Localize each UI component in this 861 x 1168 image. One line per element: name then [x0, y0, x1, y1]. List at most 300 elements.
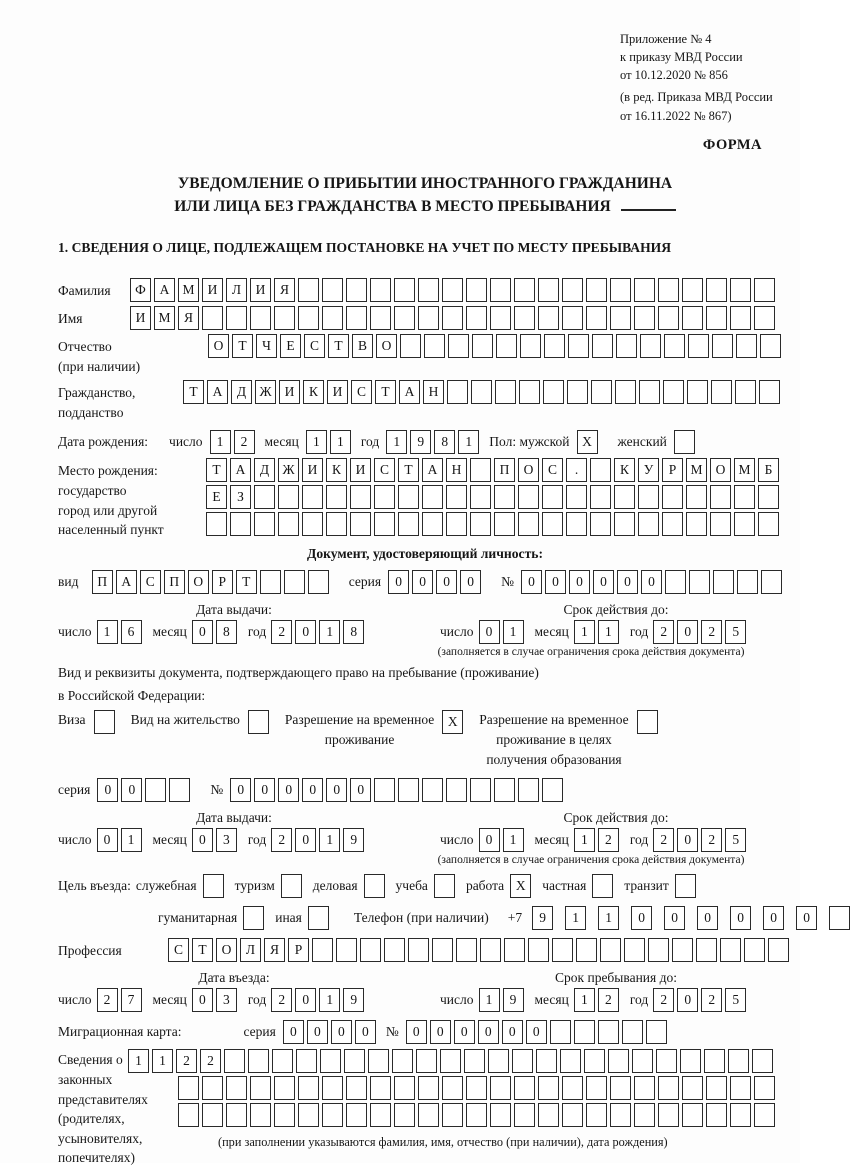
char-cell[interactable]: [447, 380, 468, 404]
char-cell[interactable]: [346, 1076, 367, 1100]
char-cell[interactable]: 5: [725, 988, 746, 1012]
char-cell[interactable]: 0: [697, 906, 718, 930]
char-cell[interactable]: [566, 512, 587, 536]
char-cell[interactable]: С: [140, 570, 161, 594]
char-cell[interactable]: [466, 1076, 487, 1100]
char-cell[interactable]: [512, 1049, 533, 1073]
char-cell[interactable]: [615, 380, 636, 404]
char-cell[interactable]: [586, 1076, 607, 1100]
char-cell[interactable]: Д: [254, 458, 275, 482]
char-cell[interactable]: [730, 278, 751, 302]
char-cell[interactable]: Р: [212, 570, 233, 594]
char-cell[interactable]: [312, 938, 333, 962]
char-cell[interactable]: [250, 1103, 271, 1127]
char-cell[interactable]: А: [422, 458, 443, 482]
char-cell[interactable]: [634, 306, 655, 330]
char-cell[interactable]: 0: [97, 778, 118, 802]
char-cell[interactable]: 9: [343, 828, 364, 852]
char-cell[interactable]: [562, 278, 583, 302]
char-cell[interactable]: [591, 380, 612, 404]
char-cell[interactable]: [230, 512, 251, 536]
char-cell[interactable]: [178, 1076, 199, 1100]
char-cell[interactable]: [322, 306, 343, 330]
char-cell[interactable]: Т: [375, 380, 396, 404]
char-cell[interactable]: [442, 278, 463, 302]
char-cell[interactable]: Д: [231, 380, 252, 404]
char-cell[interactable]: [326, 485, 347, 509]
char-cell[interactable]: 0: [593, 570, 614, 594]
char-cell[interactable]: С: [351, 380, 372, 404]
char-cell[interactable]: 1: [458, 430, 479, 454]
char-cell[interactable]: [634, 1103, 655, 1127]
char-cell[interactable]: [466, 306, 487, 330]
char-cell[interactable]: И: [130, 306, 151, 330]
char-cell[interactable]: [226, 1076, 247, 1100]
char-cell[interactable]: Р: [662, 458, 683, 482]
char-cell[interactable]: С: [374, 458, 395, 482]
char-cell[interactable]: [634, 1076, 655, 1100]
char-cell[interactable]: 1: [503, 828, 524, 852]
char-cell[interactable]: [272, 1049, 293, 1073]
checkbox-private[interactable]: [592, 874, 613, 898]
char-cell[interactable]: [610, 1076, 631, 1100]
char-cell[interactable]: [394, 306, 415, 330]
char-cell[interactable]: [562, 306, 583, 330]
char-cell[interactable]: 0: [121, 778, 142, 802]
char-cell[interactable]: [686, 485, 707, 509]
char-cell[interactable]: [278, 485, 299, 509]
char-cell[interactable]: [735, 380, 756, 404]
char-cell[interactable]: [422, 485, 443, 509]
char-cell[interactable]: [471, 380, 492, 404]
char-cell[interactable]: 1: [319, 988, 340, 1012]
char-cell[interactable]: 2: [598, 988, 619, 1012]
char-cell[interactable]: [656, 1049, 677, 1073]
char-cell[interactable]: [713, 570, 734, 594]
char-cell[interactable]: [350, 512, 371, 536]
char-cell[interactable]: [624, 938, 645, 962]
checkbox-humanitarian[interactable]: [243, 906, 264, 930]
char-cell[interactable]: [442, 306, 463, 330]
char-cell[interactable]: [752, 1049, 773, 1073]
char-cell[interactable]: [567, 380, 588, 404]
char-cell[interactable]: [538, 1076, 559, 1100]
char-cell[interactable]: 9: [503, 988, 524, 1012]
char-cell[interactable]: [754, 1076, 775, 1100]
char-cell[interactable]: [398, 512, 419, 536]
char-cell[interactable]: [274, 1103, 295, 1127]
char-cell[interactable]: X: [577, 430, 598, 454]
char-cell[interactable]: П: [494, 458, 515, 482]
char-cell[interactable]: [392, 1049, 413, 1073]
char-cell[interactable]: [706, 278, 727, 302]
char-cell[interactable]: [829, 906, 850, 930]
char-cell[interactable]: У: [638, 458, 659, 482]
char-cell[interactable]: [760, 334, 781, 358]
char-cell[interactable]: [600, 938, 621, 962]
char-cell[interactable]: [754, 1103, 775, 1127]
char-cell[interactable]: 1: [598, 620, 619, 644]
char-cell[interactable]: [398, 485, 419, 509]
char-cell[interactable]: С: [304, 334, 325, 358]
char-cell[interactable]: [496, 334, 517, 358]
char-cell[interactable]: [418, 1076, 439, 1100]
char-cell[interactable]: [696, 938, 717, 962]
char-cell[interactable]: [424, 334, 445, 358]
char-cell[interactable]: [250, 1076, 271, 1100]
char-cell[interactable]: В: [352, 334, 373, 358]
char-cell[interactable]: [422, 512, 443, 536]
char-cell[interactable]: [682, 1103, 703, 1127]
char-cell[interactable]: Т: [328, 334, 349, 358]
char-cell[interactable]: [759, 380, 780, 404]
char-cell[interactable]: О: [208, 334, 229, 358]
char-cell[interactable]: 0: [192, 828, 213, 852]
char-cell[interactable]: [687, 380, 708, 404]
char-cell[interactable]: [490, 278, 511, 302]
char-cell[interactable]: [518, 485, 539, 509]
char-cell[interactable]: [590, 485, 611, 509]
char-cell[interactable]: [302, 485, 323, 509]
char-cell[interactable]: [562, 1103, 583, 1127]
char-cell[interactable]: 2: [200, 1049, 221, 1073]
char-cell[interactable]: [768, 938, 789, 962]
checkbox-official[interactable]: [203, 874, 224, 898]
char-cell[interactable]: 2: [653, 828, 674, 852]
char-cell[interactable]: [576, 938, 597, 962]
char-cell[interactable]: [586, 278, 607, 302]
char-cell[interactable]: 8: [434, 430, 455, 454]
char-cell[interactable]: 0: [278, 778, 299, 802]
checkbox-temp-residence-education[interactable]: [637, 710, 658, 734]
char-cell[interactable]: [658, 278, 679, 302]
char-cell[interactable]: [608, 1049, 629, 1073]
char-cell[interactable]: [730, 1076, 751, 1100]
char-cell[interactable]: [662, 485, 683, 509]
char-cell[interactable]: 0: [295, 828, 316, 852]
char-cell[interactable]: [688, 334, 709, 358]
char-cell[interactable]: 2: [701, 620, 722, 644]
char-cell[interactable]: [490, 1076, 511, 1100]
char-cell[interactable]: А: [154, 278, 175, 302]
char-cell[interactable]: [418, 278, 439, 302]
char-cell[interactable]: [552, 938, 573, 962]
char-cell[interactable]: Б: [758, 458, 779, 482]
char-cell[interactable]: [374, 778, 395, 802]
char-cell[interactable]: А: [399, 380, 420, 404]
char-cell[interactable]: [536, 1049, 557, 1073]
char-cell[interactable]: Е: [206, 485, 227, 509]
char-cell[interactable]: [495, 380, 516, 404]
char-cell[interactable]: 0: [307, 1020, 328, 1044]
char-cell[interactable]: [394, 1076, 415, 1100]
char-cell[interactable]: [672, 938, 693, 962]
char-cell[interactable]: [274, 1076, 295, 1100]
char-cell[interactable]: 6: [121, 620, 142, 644]
char-cell[interactable]: [520, 334, 541, 358]
char-cell[interactable]: [466, 278, 487, 302]
char-cell[interactable]: 1: [121, 828, 142, 852]
char-cell[interactable]: [665, 570, 686, 594]
char-cell[interactable]: [298, 278, 319, 302]
char-cell[interactable]: [178, 1103, 199, 1127]
char-cell[interactable]: Т: [206, 458, 227, 482]
char-cell[interactable]: 0: [192, 988, 213, 1012]
char-cell[interactable]: М: [154, 306, 175, 330]
char-cell[interactable]: [664, 334, 685, 358]
char-cell[interactable]: [472, 334, 493, 358]
char-cell[interactable]: [226, 1103, 247, 1127]
checkbox-transit[interactable]: [675, 874, 696, 898]
char-cell[interactable]: 2: [271, 828, 292, 852]
char-cell[interactable]: 2: [271, 988, 292, 1012]
char-cell[interactable]: [658, 1103, 679, 1127]
char-cell[interactable]: [662, 512, 683, 536]
char-cell[interactable]: [490, 1103, 511, 1127]
char-cell[interactable]: О: [710, 458, 731, 482]
char-cell[interactable]: 0: [295, 988, 316, 1012]
char-cell[interactable]: [298, 1103, 319, 1127]
char-cell[interactable]: Ж: [255, 380, 276, 404]
char-cell[interactable]: [398, 778, 419, 802]
char-cell[interactable]: 1: [319, 620, 340, 644]
char-cell[interactable]: 1: [598, 906, 619, 930]
char-cell[interactable]: [370, 306, 391, 330]
char-cell[interactable]: 1: [319, 828, 340, 852]
char-cell[interactable]: Т: [236, 570, 257, 594]
char-cell[interactable]: [560, 1049, 581, 1073]
char-cell[interactable]: [614, 512, 635, 536]
char-cell[interactable]: 0: [430, 1020, 451, 1044]
char-cell[interactable]: Я: [178, 306, 199, 330]
char-cell[interactable]: 0: [230, 778, 251, 802]
blank-underline[interactable]: [621, 209, 676, 211]
char-cell[interactable]: [730, 306, 751, 330]
char-cell[interactable]: 2: [701, 828, 722, 852]
char-cell[interactable]: [370, 278, 391, 302]
char-cell[interactable]: [254, 512, 275, 536]
char-cell[interactable]: [514, 278, 535, 302]
char-cell[interactable]: 1: [503, 620, 524, 644]
char-cell[interactable]: С: [542, 458, 563, 482]
char-cell[interactable]: 9: [343, 988, 364, 1012]
char-cell[interactable]: 2: [653, 988, 674, 1012]
char-cell[interactable]: [308, 570, 329, 594]
char-cell[interactable]: [202, 1103, 223, 1127]
char-cell[interactable]: [544, 334, 565, 358]
char-cell[interactable]: 2: [701, 988, 722, 1012]
char-cell[interactable]: [518, 512, 539, 536]
char-cell[interactable]: 0: [406, 1020, 427, 1044]
char-cell[interactable]: И: [202, 278, 223, 302]
char-cell[interactable]: К: [326, 458, 347, 482]
char-cell[interactable]: [590, 512, 611, 536]
char-cell[interactable]: Я: [264, 938, 285, 962]
char-cell[interactable]: 0: [254, 778, 275, 802]
char-cell[interactable]: [490, 306, 511, 330]
char-cell[interactable]: 1: [152, 1049, 173, 1073]
char-cell[interactable]: [384, 938, 405, 962]
char-cell[interactable]: 0: [478, 1020, 499, 1044]
char-cell[interactable]: [761, 570, 782, 594]
char-cell[interactable]: 1: [386, 430, 407, 454]
char-cell[interactable]: [400, 334, 421, 358]
char-cell[interactable]: 1: [565, 906, 586, 930]
char-cell[interactable]: [590, 458, 611, 482]
char-cell[interactable]: 0: [192, 620, 213, 644]
char-cell[interactable]: 1: [210, 430, 231, 454]
checkbox-other[interactable]: [308, 906, 329, 930]
char-cell[interactable]: [466, 1103, 487, 1127]
char-cell[interactable]: И: [279, 380, 300, 404]
char-cell[interactable]: [302, 512, 323, 536]
char-cell[interactable]: 0: [302, 778, 323, 802]
char-cell[interactable]: [446, 485, 467, 509]
char-cell[interactable]: Т: [398, 458, 419, 482]
char-cell[interactable]: [538, 306, 559, 330]
checkbox-temp-residence[interactable]: X: [442, 710, 463, 734]
char-cell[interactable]: М: [734, 458, 755, 482]
checkbox-visa[interactable]: [94, 710, 115, 734]
char-cell[interactable]: [394, 1103, 415, 1127]
char-cell[interactable]: Ч: [256, 334, 277, 358]
char-cell[interactable]: [648, 938, 669, 962]
char-cell[interactable]: 0: [521, 570, 542, 594]
char-cell[interactable]: Н: [446, 458, 467, 482]
char-cell[interactable]: .: [566, 458, 587, 482]
char-cell[interactable]: [408, 938, 429, 962]
char-cell[interactable]: [446, 778, 467, 802]
char-cell[interactable]: [226, 306, 247, 330]
char-cell[interactable]: [169, 778, 190, 802]
char-cell[interactable]: 1: [330, 430, 351, 454]
char-cell[interactable]: 0: [412, 570, 433, 594]
char-cell[interactable]: 0: [388, 570, 409, 594]
char-cell[interactable]: [711, 380, 732, 404]
char-cell[interactable]: О: [518, 458, 539, 482]
char-cell[interactable]: 0: [295, 620, 316, 644]
char-cell[interactable]: 1: [574, 828, 595, 852]
char-cell[interactable]: С: [168, 938, 189, 962]
char-cell[interactable]: [592, 334, 613, 358]
char-cell[interactable]: 8: [343, 620, 364, 644]
char-cell[interactable]: [710, 485, 731, 509]
char-cell[interactable]: [622, 1020, 643, 1044]
char-cell[interactable]: 9: [410, 430, 431, 454]
char-cell[interactable]: 2: [176, 1049, 197, 1073]
char-cell[interactable]: [734, 485, 755, 509]
char-cell[interactable]: 0: [641, 570, 662, 594]
char-cell[interactable]: [360, 938, 381, 962]
char-cell[interactable]: [704, 1049, 725, 1073]
char-cell[interactable]: Т: [232, 334, 253, 358]
checkbox-work[interactable]: X: [510, 874, 531, 898]
char-cell[interactable]: [374, 512, 395, 536]
char-cell[interactable]: [298, 306, 319, 330]
char-cell[interactable]: 0: [796, 906, 817, 930]
char-cell[interactable]: 0: [502, 1020, 523, 1044]
char-cell[interactable]: [278, 512, 299, 536]
char-cell[interactable]: [202, 306, 223, 330]
char-cell[interactable]: [610, 306, 631, 330]
char-cell[interactable]: [440, 1049, 461, 1073]
char-cell[interactable]: 1: [574, 988, 595, 1012]
char-cell[interactable]: [586, 306, 607, 330]
char-cell[interactable]: Ф: [130, 278, 151, 302]
char-cell[interactable]: [346, 278, 367, 302]
char-cell[interactable]: [456, 938, 477, 962]
char-cell[interactable]: 9: [532, 906, 553, 930]
char-cell[interactable]: [320, 1049, 341, 1073]
char-cell[interactable]: [480, 938, 501, 962]
char-cell[interactable]: [734, 512, 755, 536]
char-cell[interactable]: [446, 512, 467, 536]
char-cell[interactable]: [730, 1103, 751, 1127]
char-cell[interactable]: [350, 485, 371, 509]
char-cell[interactable]: [610, 278, 631, 302]
checkbox-study[interactable]: [434, 874, 455, 898]
char-cell[interactable]: Я: [274, 278, 295, 302]
char-cell[interactable]: 0: [617, 570, 638, 594]
char-cell[interactable]: 0: [677, 620, 698, 644]
char-cell[interactable]: М: [178, 278, 199, 302]
char-cell[interactable]: 1: [97, 620, 118, 644]
char-cell[interactable]: [494, 778, 515, 802]
char-cell[interactable]: П: [92, 570, 113, 594]
char-cell[interactable]: [248, 1049, 269, 1073]
char-cell[interactable]: [720, 938, 741, 962]
char-cell[interactable]: 1: [306, 430, 327, 454]
char-cell[interactable]: Т: [183, 380, 204, 404]
char-cell[interactable]: Ж: [278, 458, 299, 482]
char-cell[interactable]: [470, 512, 491, 536]
char-cell[interactable]: Е: [280, 334, 301, 358]
char-cell[interactable]: И: [250, 278, 271, 302]
char-cell[interactable]: [470, 458, 491, 482]
char-cell[interactable]: З: [230, 485, 251, 509]
char-cell[interactable]: [754, 278, 775, 302]
char-cell[interactable]: [254, 485, 275, 509]
char-cell[interactable]: [542, 778, 563, 802]
char-cell[interactable]: [514, 306, 535, 330]
checkbox-tourism[interactable]: [281, 874, 302, 898]
char-cell[interactable]: [442, 1076, 463, 1100]
char-cell[interactable]: [322, 1103, 343, 1127]
char-cell[interactable]: [689, 570, 710, 594]
char-cell[interactable]: [296, 1049, 317, 1073]
char-cell[interactable]: [374, 485, 395, 509]
char-cell[interactable]: 0: [436, 570, 457, 594]
char-cell[interactable]: [519, 380, 540, 404]
char-cell[interactable]: 0: [283, 1020, 304, 1044]
char-cell[interactable]: Н: [423, 380, 444, 404]
char-cell[interactable]: [538, 278, 559, 302]
char-cell[interactable]: [488, 1049, 509, 1073]
char-cell[interactable]: К: [614, 458, 635, 482]
char-cell[interactable]: [326, 512, 347, 536]
char-cell[interactable]: А: [116, 570, 137, 594]
char-cell[interactable]: 0: [479, 620, 500, 644]
char-cell[interactable]: [728, 1049, 749, 1073]
char-cell[interactable]: [674, 430, 695, 454]
char-cell[interactable]: 0: [526, 1020, 547, 1044]
char-cell[interactable]: [442, 1103, 463, 1127]
char-cell[interactable]: [346, 306, 367, 330]
char-cell[interactable]: [562, 1076, 583, 1100]
char-cell[interactable]: [370, 1103, 391, 1127]
char-cell[interactable]: [418, 1103, 439, 1127]
char-cell[interactable]: [658, 1076, 679, 1100]
